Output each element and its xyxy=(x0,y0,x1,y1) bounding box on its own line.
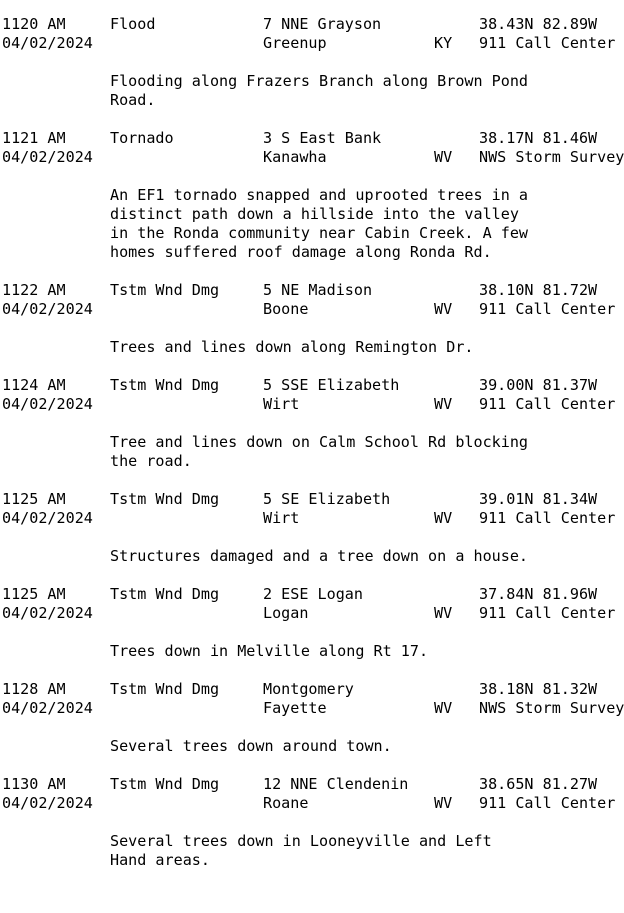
storm-report-entry xyxy=(2,281,624,357)
event-location: 3 S East Bank xyxy=(263,129,382,147)
event-county: Logan xyxy=(263,604,309,622)
storm-report-entry xyxy=(2,15,624,110)
lat-lon: 38.10N 81.72W xyxy=(479,281,598,299)
storm-report-list xyxy=(2,15,624,889)
event-state: WV xyxy=(434,148,453,166)
entry-line-1 xyxy=(2,490,624,509)
entry-line-1 xyxy=(2,376,624,395)
event-remark: Tree and lines down on Calm School Rd blocking the road. xyxy=(110,433,529,470)
entry-line-1 xyxy=(2,15,624,34)
report-time: 1125 AM xyxy=(2,490,66,508)
event-remark: Trees and lines down along Remington Dr. xyxy=(110,338,474,356)
event-location: 12 NNE Clendenin xyxy=(263,775,409,793)
event-type: Tstm Wnd Dmg xyxy=(110,680,220,698)
event-type: Tstm Wnd Dmg xyxy=(110,775,220,793)
entry-line-2 xyxy=(2,395,624,414)
report-date: 04/02/2024 xyxy=(2,148,93,166)
report-time: 1121 AM xyxy=(2,129,66,147)
event-remark: Flooding along Frazers Branch along Brown Pond Road. xyxy=(110,72,529,109)
report-date: 04/02/2024 xyxy=(2,604,93,622)
report-date: 04/02/2024 xyxy=(2,34,93,52)
report-source: 911 Call Center xyxy=(479,300,616,318)
entry-line-2 xyxy=(2,794,624,813)
event-state: WV xyxy=(434,395,453,413)
event-state: KY xyxy=(434,34,453,52)
event-county: Wirt xyxy=(263,509,300,527)
entry-line-1 xyxy=(2,129,624,148)
report-date: 04/02/2024 xyxy=(2,794,93,812)
event-state: WV xyxy=(434,699,453,717)
storm-report-entry xyxy=(2,775,624,870)
event-county: Wirt xyxy=(263,395,300,413)
event-county: Greenup xyxy=(263,34,327,52)
event-type: Tstm Wnd Dmg xyxy=(110,585,220,603)
event-county: Fayette xyxy=(263,699,327,717)
report-time: 1125 AM xyxy=(2,585,66,603)
entry-line-1 xyxy=(2,775,624,794)
lat-lon: 39.01N 81.34W xyxy=(479,490,598,508)
event-county: Roane xyxy=(263,794,309,812)
event-county: Kanawha xyxy=(263,148,327,166)
report-time: 1122 AM xyxy=(2,281,66,299)
entry-line-1 xyxy=(2,281,624,300)
event-location: 2 ESE Logan xyxy=(263,585,363,603)
lat-lon: 38.17N 81.46W xyxy=(479,129,598,147)
report-date: 04/02/2024 xyxy=(2,300,93,318)
entry-line-2 xyxy=(2,300,624,319)
storm-report-entry xyxy=(2,585,624,661)
report-source: 911 Call Center xyxy=(479,794,616,812)
report-time: 1120 AM xyxy=(2,15,66,33)
event-state: WV xyxy=(434,300,453,318)
event-location: Montgomery xyxy=(263,680,354,698)
event-location: 7 NNE Grayson xyxy=(263,15,382,33)
event-location: 5 NE Madison xyxy=(263,281,373,299)
lat-lon: 37.84N 81.96W xyxy=(479,585,598,603)
event-state: WV xyxy=(434,604,453,622)
entry-line-2 xyxy=(2,699,624,718)
storm-report-entry xyxy=(2,490,624,566)
event-type: Flood xyxy=(110,15,156,33)
report-source: NWS Storm Survey xyxy=(479,699,624,717)
entry-line-2 xyxy=(2,604,624,623)
event-state: WV xyxy=(434,794,453,812)
event-location: 5 SSE Elizabeth xyxy=(263,376,400,394)
report-source: NWS Storm Survey xyxy=(479,148,624,166)
report-time: 1128 AM xyxy=(2,680,66,698)
storm-report-entry xyxy=(2,129,624,262)
event-county: Boone xyxy=(263,300,309,318)
event-type: Tstm Wnd Dmg xyxy=(110,376,220,394)
report-time: 1130 AM xyxy=(2,775,66,793)
entry-line-2 xyxy=(2,509,624,528)
storm-report-entry xyxy=(2,376,624,471)
lat-lon: 38.43N 82.89W xyxy=(479,15,598,33)
event-remark: Trees down in Melville along Rt 17. xyxy=(110,642,429,660)
storm-report-entry xyxy=(2,680,624,756)
event-remark: An EF1 tornado snapped and uprooted trees in a distinct path down a hillside into the valley in the Ronda community near Cabin Creek. A few homes suffered roof damage along Ronda Rd. xyxy=(110,186,529,261)
event-type: Tstm Wnd Dmg xyxy=(110,281,220,299)
lat-lon: 38.18N 81.32W xyxy=(479,680,598,698)
report-source: 911 Call Center xyxy=(479,604,616,622)
event-type: Tornado xyxy=(110,129,174,147)
lat-lon: 38.65N 81.27W xyxy=(479,775,598,793)
lat-lon: 39.00N 81.37W xyxy=(479,376,598,394)
entry-line-2 xyxy=(2,34,624,53)
entry-line-2 xyxy=(2,148,624,167)
entry-line-1 xyxy=(2,585,624,604)
report-time: 1124 AM xyxy=(2,376,66,394)
event-remark: Structures damaged and a tree down on a house. xyxy=(110,547,529,565)
event-state: WV xyxy=(434,509,453,527)
entry-line-1 xyxy=(2,680,624,699)
report-source: 911 Call Center xyxy=(479,509,616,527)
event-location: 5 SE Elizabeth xyxy=(263,490,391,508)
report-source: 911 Call Center xyxy=(479,395,616,413)
report-date: 04/02/2024 xyxy=(2,699,93,717)
report-source: 911 Call Center xyxy=(479,34,616,52)
report-date: 04/02/2024 xyxy=(2,395,93,413)
event-remark: Several trees down in Looneyville and Left Hand areas. xyxy=(110,832,492,869)
event-type: Tstm Wnd Dmg xyxy=(110,490,220,508)
report-date: 04/02/2024 xyxy=(2,509,93,527)
event-remark: Several trees down around town. xyxy=(110,737,392,755)
